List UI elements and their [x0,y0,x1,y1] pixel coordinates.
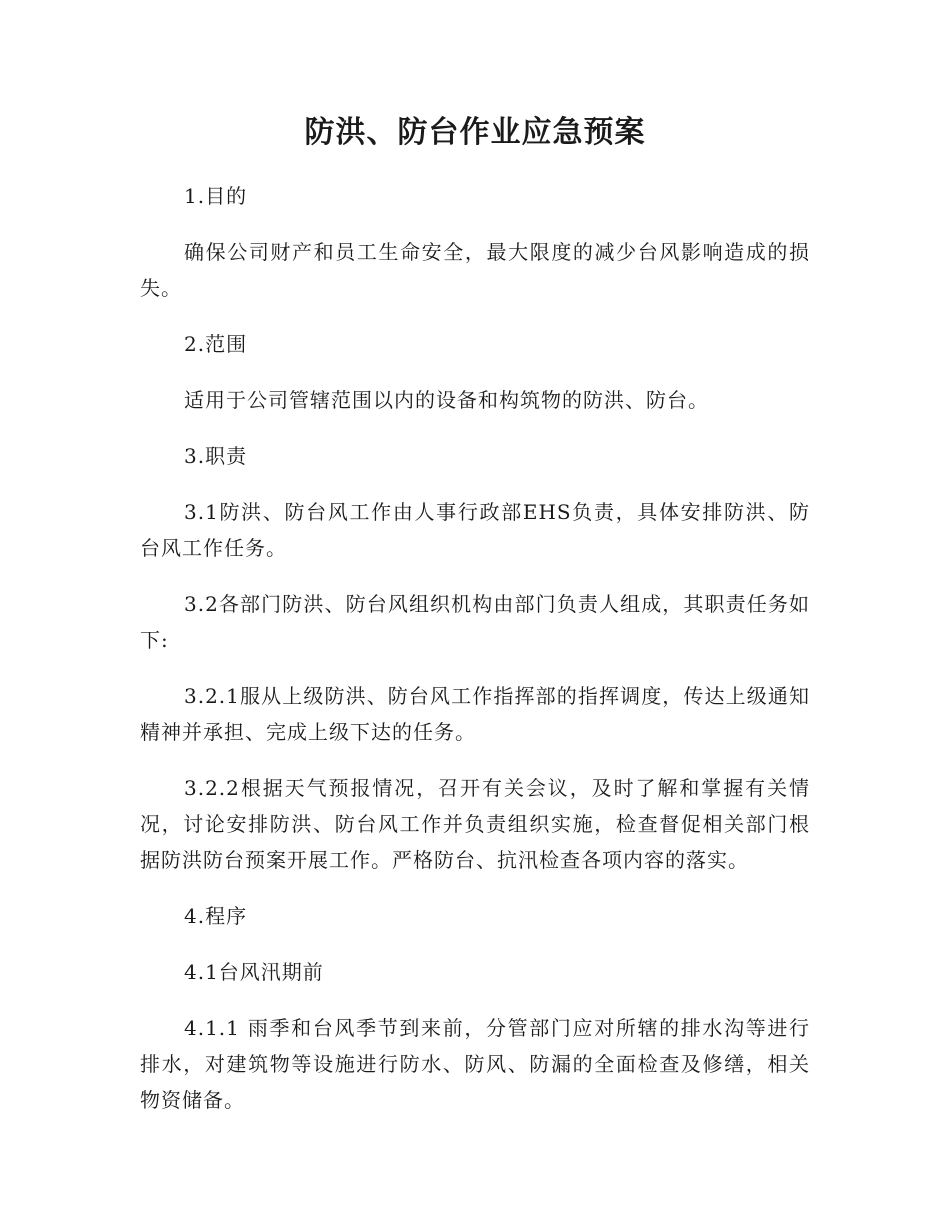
paragraph-procedure-4-1-1: 4.1.1 雨季和台风季节到来前，分管部门应对所辖的排水沟等进行排水，对建筑物等设施进行防水、防风、防漏的全面检查及修缮，相关物资储备。 [140,1016,810,1112]
section-heading-procedure: 4.程序 [184,904,248,928]
subsection-heading-before-typhoon: 4.1台风汛期前 [184,960,324,984]
section-heading-scope: 2.范围 [184,332,248,356]
paragraph-duty-3-2-1: 3.2.1服从上级防洪、防台风工作指挥部的指挥调度，传达上级通知精神并承担、完成上级下达的任务。 [140,684,810,744]
section-heading-purpose: 1.目的 [184,184,248,208]
paragraph-duty-3-1: 3.1防洪、防台风工作由人事行政部EHS负责，具体安排防洪、防台风工作任务。 [140,500,810,560]
paragraph-duty-3-2-2: 3.2.2根据天气预报情况，召开有关会议，及时了解和掌握有关情况，讨论安排防洪、防台风工作并负责组织实施，检查督促相关部门根据防洪防台预案开展工作。严格防台、抗汛检查各项内容的落实。 [140,776,810,872]
paragraph-scope: 适用于公司管辖范围以内的设备和构筑物的防洪、防台。 [184,388,709,412]
paragraph-duty-3-2: 3.2各部门防洪、防台风组织机构由部门负责人组成，其职责任务如下: [140,592,810,652]
paragraph-purpose: 确保公司财产和员工生命安全，最大限度的减少台风影响造成的损失。 [140,240,810,300]
section-heading-duties: 3.职责 [184,444,248,468]
document-title: 防洪、防台作业应急预案 [304,115,646,150]
